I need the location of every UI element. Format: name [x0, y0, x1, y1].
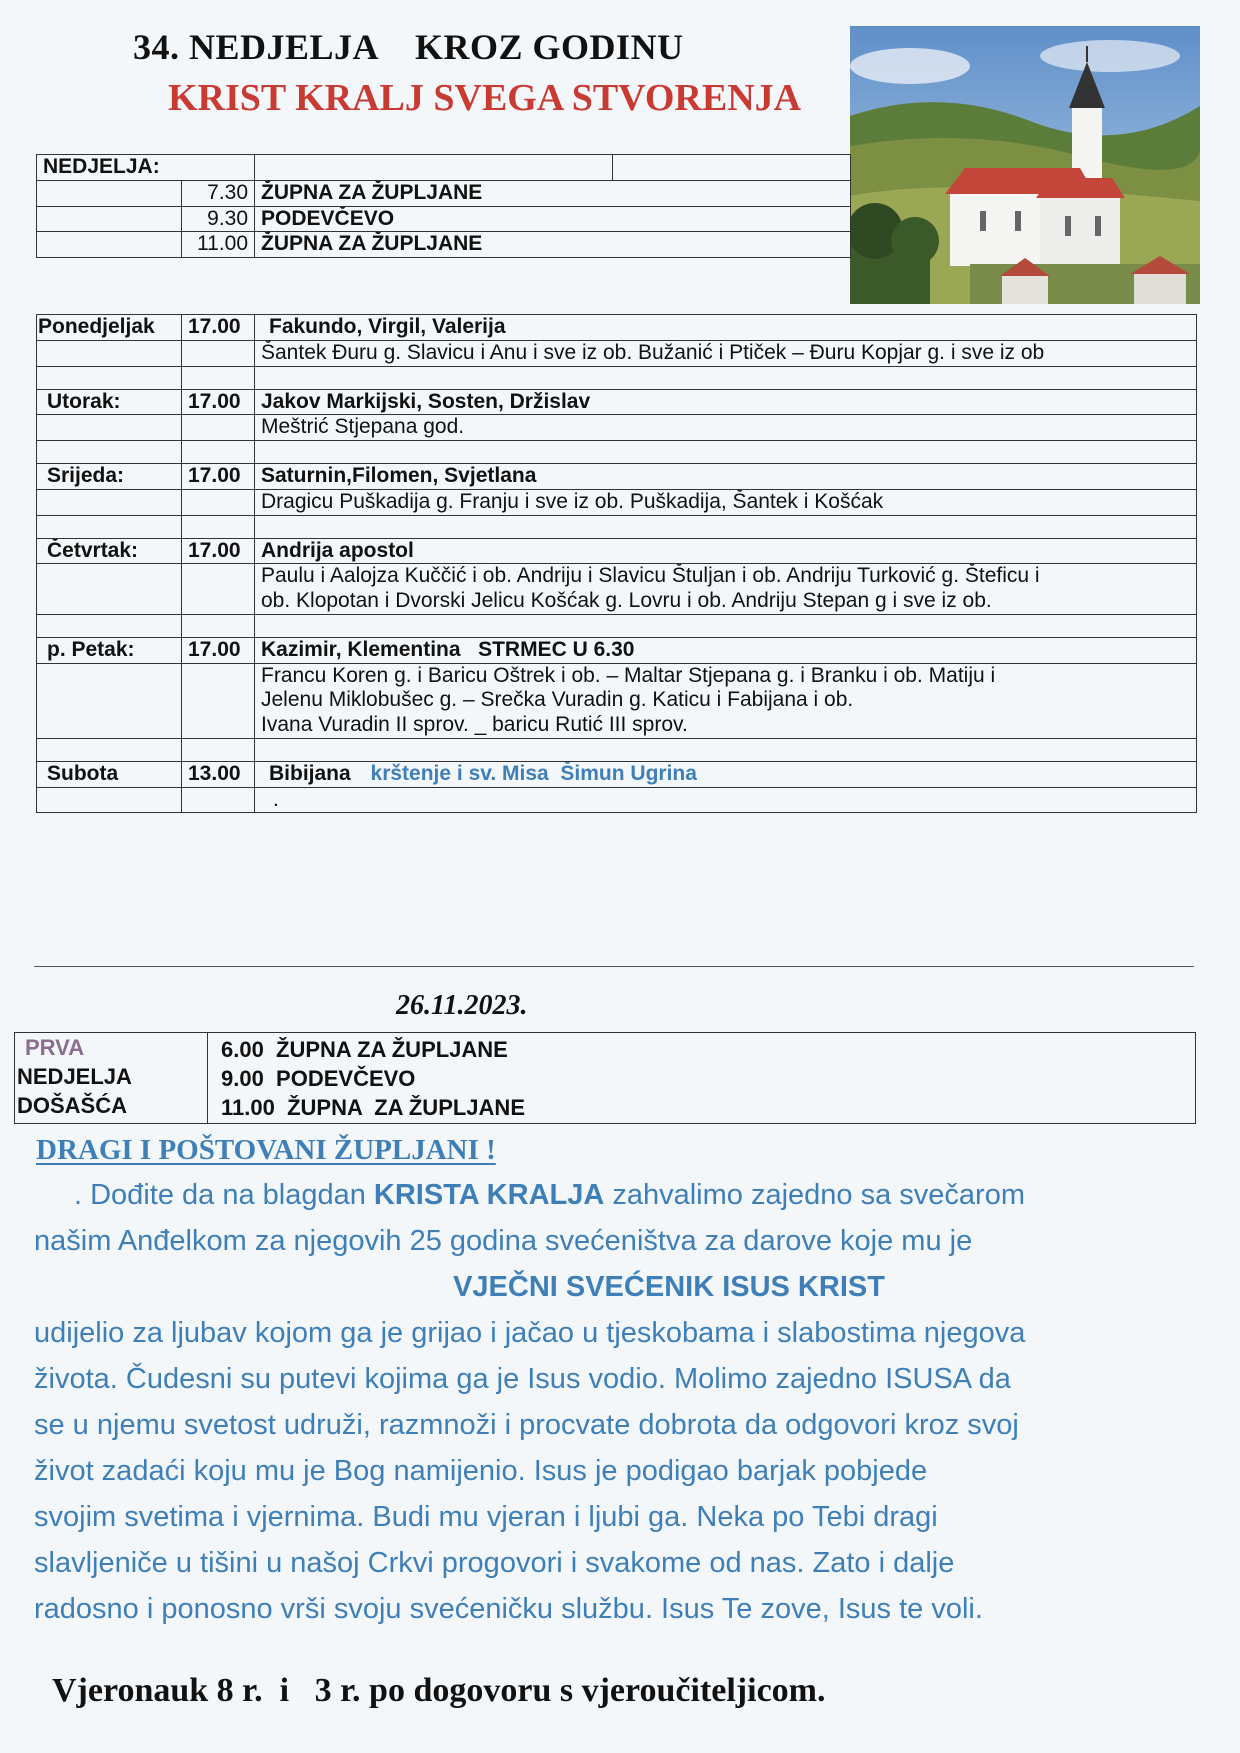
saints: Saturnin,Filomen, Svjetlana — [255, 464, 1197, 490]
letter-text: zahvalimo zajedno sa svečarom — [604, 1179, 1025, 1211]
intention: Šantek Đuru g. Slavicu i Anu i sve iz ob. Bužanić i Ptiček – Đuru Kopjar g. i sve iz ob — [255, 340, 1197, 366]
intention-line: Ivana Vuradin II sprov. _ baricu Rutić III sprov. — [261, 713, 688, 737]
saints: Jakov Markijski, Sosten, Držislav — [255, 389, 1197, 415]
intention-line: Paulu i Aalojza Kuččić i ob. Andriju i Slavicu Štuljan i ob. Andriju Turković g. Šteficu i — [261, 564, 1040, 588]
mass-time: 17.00 — [182, 315, 255, 341]
table-row — [37, 564, 1197, 615]
church-image — [850, 26, 1200, 304]
intention-line: Jelenu Miklobušec g. – Srečka Vuradin g. Katicu i Fabijana i ob. — [261, 688, 854, 712]
mass-time: 17.00 — [182, 637, 255, 663]
table-row — [37, 489, 1197, 515]
sunday-label: NEDJELJA: — [37, 155, 255, 181]
table-row — [37, 637, 1197, 663]
letter-line: svojim svetima i vjernima. Budi mu vjeran i ljubi ga. Neka po Tebi dragi — [34, 1501, 938, 1533]
mass-time: 9.30 — [182, 206, 255, 232]
table-row — [37, 538, 1197, 564]
table-row — [37, 761, 1197, 787]
table-row — [37, 389, 1197, 415]
mass-time: 13.00 — [182, 761, 255, 787]
bulletin-date: 26.11.2023. — [396, 990, 528, 1021]
table-row — [37, 515, 1197, 538]
day-label: Četvrtak: — [37, 538, 182, 564]
weekday-schedule-table — [36, 314, 1197, 813]
saturday-extra: . — [255, 787, 1197, 813]
advent-box — [14, 1032, 1196, 1124]
table-row — [37, 155, 851, 181]
table-row — [37, 180, 851, 206]
table-row — [37, 464, 1197, 490]
mass-time: 17.00 — [182, 538, 255, 564]
table-row — [37, 787, 1197, 813]
page-title: 34. NEDJELJA KROZ GODINU — [133, 27, 684, 67]
saints: Bibijana — [269, 761, 351, 785]
advent-label-line: PRVA — [25, 1035, 85, 1060]
saints: Kazimir, Klementina STRMEC U 6.30 — [255, 637, 1197, 663]
letter-line: našim Anđelkom za njegovih 25 godina svećeništva za darove koje mu je — [34, 1225, 973, 1257]
letter-line: slavljeniče u tišini u našoj Crkvi progovori i svakome od nas. Zato i dalje — [34, 1547, 955, 1579]
letter-line: života. Čudesni su putevi kojima ga je Isus vodio. Molimo zajedno ISUSA da — [34, 1363, 1011, 1395]
intention-block — [255, 564, 1197, 615]
letter-line: se u njemu svetost udruži, razmnoži i procvate dobrota da odgovori kroz svoj — [34, 1409, 1019, 1441]
feast-title: KRIST KRALJ SVEGA STVORENJA — [168, 77, 802, 119]
day-label: Ponedjeljak — [37, 315, 182, 341]
intention-block — [255, 663, 1197, 738]
intention: Meštrić Stjepana god. — [255, 415, 1197, 441]
table-row — [37, 441, 1197, 464]
advent-mass: 6.00 ŽUPNA ZA ŽUPLJANE — [221, 1037, 508, 1062]
letter-body — [34, 1172, 1224, 1632]
letter-line — [34, 1172, 1224, 1218]
mass-time: 7.30 — [182, 180, 255, 206]
table-row — [37, 663, 1197, 738]
day-label: p. Petak: — [37, 637, 182, 663]
church-photo — [850, 26, 1200, 304]
mass-place: ŽUPNA ZA ŽUPLJANE — [255, 232, 851, 258]
table-row — [37, 366, 1197, 389]
table-row — [37, 614, 1197, 637]
letter-highlight: KRISTA KRALJA — [373, 1179, 605, 1211]
advent-masses — [221, 1035, 525, 1122]
table-row — [37, 315, 1197, 341]
advent-label — [15, 1033, 208, 1123]
letter-highlight-line: VJEČNI SVEĆENIK ISUS KRIST — [453, 1271, 885, 1303]
letter-line: radosno i ponosno vrši svoju svećeničku službu. Isus Te zove, Isus te voli. — [34, 1593, 983, 1625]
advent-label-line: DOŠAŠĆA — [17, 1093, 128, 1118]
day-label: Utorak: — [37, 389, 182, 415]
letter-line: život zadaći koju mu je Bog namijenio. Isus je podigao barjak pobjede — [34, 1455, 928, 1487]
advent-mass: 11.00 ŽUPNA ZA ŽUPLJANE — [221, 1095, 525, 1120]
saturday-cell — [255, 761, 1197, 787]
advent-label-line: NEDJELJA — [17, 1064, 132, 1089]
mass-time: 17.00 — [182, 464, 255, 490]
day-label: Subota — [37, 761, 182, 787]
table-row — [37, 738, 1197, 761]
letter-line: udijelio za ljubav kojom ga je grijao i jačao u tjeskobama i slabostima njegova — [34, 1317, 1026, 1349]
catechism-note: Vjeronauk 8 r. i 3 r. po dogovoru s vjeroučiteljicom. — [52, 1672, 826, 1709]
mass-time: 17.00 — [182, 389, 255, 415]
table-row — [37, 415, 1197, 441]
advent-mass: 9.00 PODEVČEVO — [221, 1066, 416, 1091]
mass-place: PODEVČEVO — [255, 206, 851, 232]
intention: Dragicu Puškadija g. Franju i sve iz ob. Puškadija, Šantek i Košćak — [255, 489, 1197, 515]
mass-time: 11.00 — [182, 232, 255, 258]
letter-text: . Dođite da na blagdan — [74, 1179, 374, 1211]
baptism-note: krštenje i sv. Misa Šimun Ugrina — [370, 761, 697, 785]
table-row — [37, 232, 851, 258]
intention-line: Francu Koren g. i Baricu Oštrek i ob. – Maltar Stjepana g. i Branku i ob. Matiju i — [261, 663, 996, 687]
sunday-schedule-table — [36, 154, 851, 258]
table-row — [37, 340, 1197, 366]
table-row — [37, 206, 851, 232]
saints: Andrija apostol — [255, 538, 1197, 564]
letter-greeting: DRAGI I POŠTOVANI ŽUPLJANI ! — [36, 1134, 496, 1166]
mass-place: ŽUPNA ZA ŽUPLJANE — [255, 180, 851, 206]
saints: Fakundo, Virgil, Valerija — [255, 315, 1197, 341]
day-label: Srijeda: — [37, 464, 182, 490]
intention-line: ob. Klopotan i Dvorski Jelicu Košćak g. Lovru i ob. Andriju Stepan g i sve iz ob. — [261, 589, 992, 613]
divider — [34, 966, 1194, 967]
